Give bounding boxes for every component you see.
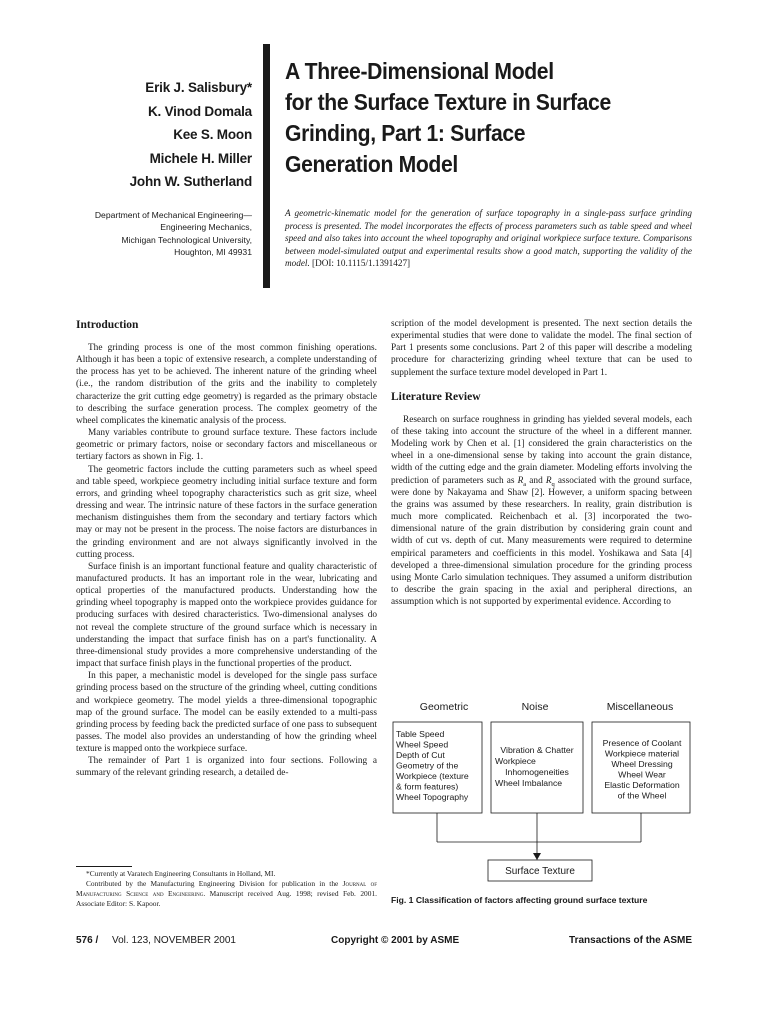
factor-label: Workpiece xyxy=(495,756,536,766)
author-name: K. Vinod Domala xyxy=(147,103,252,119)
paragraph: Surface finish is an important functional feature and quality characteristic of manufactured products. It has an important role in the wear, lubricating and optical properties of the manufactured products. Understanding how the grinding wheel topography is mapped onto the workpiece provides guidance for producing surfaces with desired characteristics. Two-dimensional analyses do not reveal the complete structure of the ground surface which is necessary in understanding the impact that surface finish has on a part's functionality. A three-dimensional study provides a more comprehensive understanding of the impact that surface finish plays in the functional properties of the product. xyxy=(76,561,377,670)
affiliation xyxy=(60,209,252,259)
factor-label: Workpiece (texture xyxy=(396,771,469,781)
page-number: 576 / xyxy=(76,935,99,946)
paragraph: Research on surface roughness in grinding has yielded several models, each of these taking into account the structure of the wheel in a different manner. Modeling work by Chen et al. [1] considered the grain characteristics on the wheel in a one-dimensional sense by taking into account the grain distance, width of the cutting edge and the grain diameter. Modeling efforts involving the prediction of parameters such as $R_a$ and $R_q$ associated with the ground surface, were done by Nakayama and Shaw [2]. However, a uniform spacing between the grains was assumed by these researchers. In reality, grain distribution is much more complicated. Reichenbach et al. [3] incorporated the two-dimensional nature of the grain distribution by considering grain count and width of cut vs. depth of cut. Many measurements were required to determine empirical parameters and coefficients in this model. Yoshikawa and Sata [4] developed a three-dimensional simulation procedure for the grinding process using Monte Carlo simulation techniques. They assumed a uniform distribution to describe the grain spacing in the axial and peripheral directions, an assumption which is not supported by experimental evidence. According to xyxy=(391,414,692,608)
title-line: for the Surface Texture in Surface xyxy=(285,89,611,115)
paragraph: The remainder of Part 1 is organized into four sections. Following a summary of the relevant grinding research, a detailed de- xyxy=(76,756,377,779)
author-name: Erik J. Salisbury* xyxy=(145,80,252,95)
header-noise: Noise xyxy=(521,701,549,713)
factor-label: Vibration & Chatter xyxy=(500,745,574,755)
title-line: Grinding, Part 1: Surface xyxy=(285,120,526,146)
journal-name: Journal of Manufacturing Science and Engineering xyxy=(76,878,377,898)
header-miscellaneous: Miscellaneous xyxy=(606,701,674,713)
footnote-submission: Contributed by the Manufacturing Engineering Division for publication in the Journal of Manufacturing Science and Engineering. Manuscript received Aug. 1998; revised Feb. 2001. Associate Editor: S. Kapoor. xyxy=(76,878,377,908)
figure-1-diagram xyxy=(391,693,698,889)
factor-label: Table Speed xyxy=(396,729,445,739)
footnotes xyxy=(76,869,377,909)
factor-label: Wheel Imbalance xyxy=(495,778,563,788)
factor-label: Elastic Deformation xyxy=(604,780,680,790)
factor-label: Wheel Topography xyxy=(396,792,469,802)
author-name: Michele H. Miller xyxy=(149,150,252,166)
figure-caption: Fig. 1 Classification of factors affecting ground surface texture xyxy=(391,895,648,905)
factor-label: Wheel Wear xyxy=(618,769,666,780)
right-column xyxy=(391,318,692,608)
arrow-head xyxy=(533,853,541,860)
affiliation-line: Houghton, MI 49931 xyxy=(174,247,252,258)
footnote-rule xyxy=(76,866,132,867)
factor-label: Wheel Dressing xyxy=(611,759,673,769)
journal-title: Transactions of the ASME xyxy=(569,935,692,946)
factor-label: Wheel Speed xyxy=(396,739,449,750)
connector-lines xyxy=(437,813,641,860)
author-name: John W. Sutherland xyxy=(129,174,252,189)
paragraph-continuation: scription of the model development is presented. The next section details the experimental studies that were done to validate the model. The final section of Part 1 presents some conclusions. Part 2 of this paper will describe a modeling procedure for characterizing grinding wheel texture that can be used to supplement the surface texture model developed in Part 1. xyxy=(391,319,692,378)
paragraph: Many variables contribute to ground surface texture. These factors include geometric or primary factors, noise or secondary factors and miscellaneous or tertiary factors as shown in Fig. 1. xyxy=(76,428,377,463)
paragraph: The grinding process is one of the most common finishing operations. Although it has been a topic of extensive research, a complete understanding of the process has yet to be achieved. The inherent nature of the grinding wheel (i.e., the random distribution of the grits and the inability to completely characterize the grit cutting edge geometry) is regarded as the primary obstacle to describing the surface generation process. The complex geometry of the wheel complicates the kinematic analysis of the process. xyxy=(76,343,377,426)
author-name: Kee S. Moon xyxy=(173,127,252,142)
factor-label: Presence of Coolant xyxy=(602,738,682,748)
section-heading-literature-review: Literature Review xyxy=(391,390,481,403)
factor-label: & form features) xyxy=(396,781,459,792)
left-column xyxy=(76,318,377,780)
factor-label: Geometry of the xyxy=(396,760,459,771)
title-line: A Three-Dimensional Model xyxy=(285,58,554,84)
affiliation-line: Michigan Technological University, xyxy=(121,234,252,245)
factor-label: Inhomogeneities xyxy=(505,767,569,777)
factor-label: of the Wheel xyxy=(617,790,667,801)
affiliation-line: Engineering Mechanics, xyxy=(160,222,252,233)
page-footer xyxy=(76,935,692,949)
paragraph: The geometric factors include the cutting parameters such as wheel speed and table speed, workpiece geometry including initial surface texture and form errors, and grinding wheel topography characteristics such as grit size, wheel dressing and wear. The intrinsic nature of these factors in the surface generation mechanism distinguishes them from the secondary and tertiary factors which may or may not be present in the process. The noise factors are disturbances in the grinding environment and are not always significantly involved in the cutting process. xyxy=(76,464,377,560)
section-heading-introduction: Introduction xyxy=(76,319,139,331)
header-geometric: Geometric xyxy=(419,701,469,713)
affiliation-line: Department of Mechanical Engineering— xyxy=(94,209,252,220)
footnote-affiliation: *Currently at Varatech Engineering Consultants in Holland, MI. xyxy=(86,869,276,878)
factor-label: Workpiece material xyxy=(604,748,680,759)
abstract xyxy=(285,207,692,270)
paragraph: In this paper, a mechanistic model is developed for the single pass surface grinding process based on the structure of the grinding wheel, cutting conditions and workpiece geometry. The model yields a three-dimensional topographic map of the ground surface. The model can be easily extended to a multi-pass grinding process by feeding back the predicted surface of one pass to subsequent passes. The model also provides an understanding of how the grinding wheel texture is mapped onto the workpiece surface. xyxy=(76,671,377,755)
abstract-text: A geometric-kinematic model for the generation of surface topography in a single-pass surface grinding process is presented. The model incorporates the effects of process parameters such as table speed and wheel speed and also takes into account the wheel topography and original workpiece surface texture. Comparisons between model-simulated output and experimental results show a good match, supporting the validity of the model. xyxy=(285,208,692,269)
copyright-notice: Copyright © 2001 by ASME xyxy=(331,935,460,946)
doi-link[interactable]: [DOI: 10.1115/1.1391427] xyxy=(312,258,411,269)
title-line: Generation Model xyxy=(285,151,458,177)
surface-texture-label: Surface Texture xyxy=(505,866,575,877)
paper-title xyxy=(285,56,663,180)
factor-label: Depth of Cut xyxy=(396,750,445,760)
author-block xyxy=(60,76,252,259)
title-divider-bar xyxy=(263,44,270,288)
issue-info: Vol. 123, NOVEMBER 2001 xyxy=(112,935,236,946)
